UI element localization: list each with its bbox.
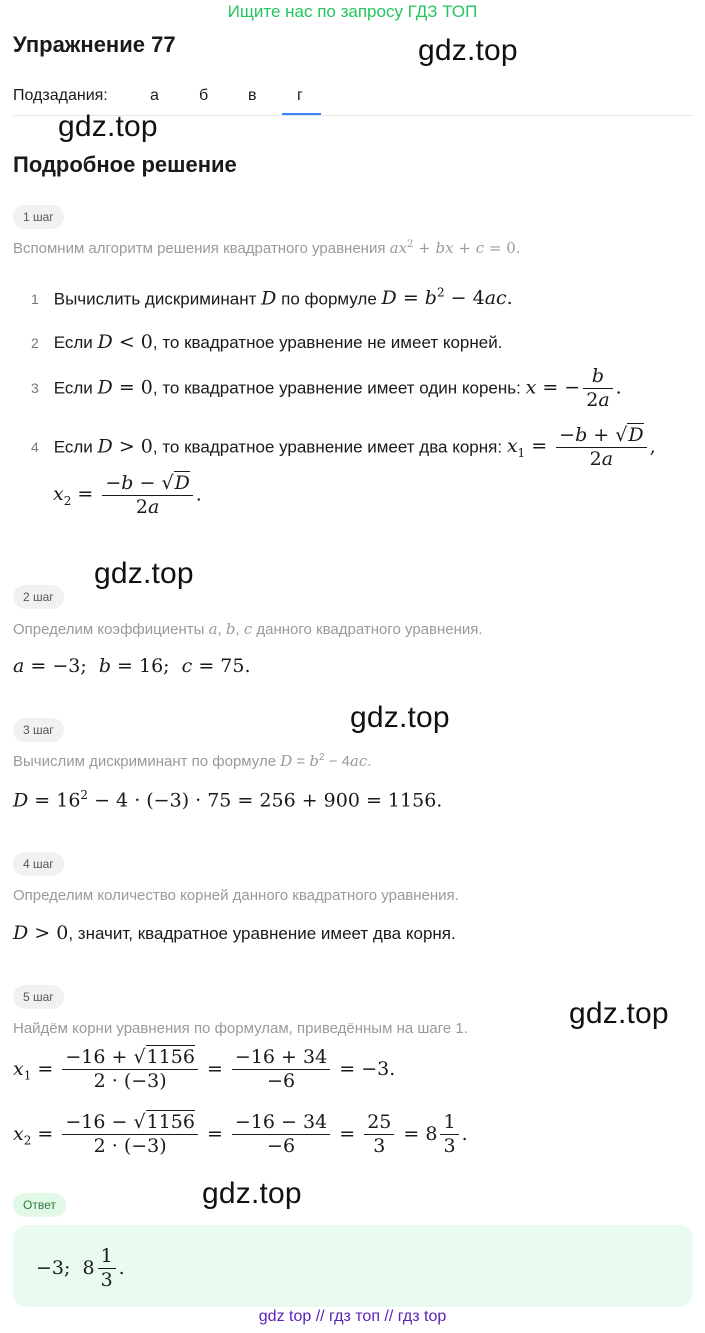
watermark: gdz.top <box>418 34 518 67</box>
formula-x2: $x_2$ = $\frac{-b - √D}{2a}$ . <box>53 472 202 518</box>
algorithm-item: 2 Если D < 0, то квадратное уравнение не имеет корней. <box>31 331 503 353</box>
footer-links[interactable]: gdz top // гдз топ // гдз top <box>258 1308 447 1325</box>
root-x1: $x_1$ = $\frac{-16 + √1156}{2 \cdot (-3)}$ = $\frac{-16 + 34}{-6}$ = −3. <box>13 1046 396 1092</box>
tab-b[interactable]: б <box>199 87 209 104</box>
step-badge: 3 шаг <box>13 718 64 742</box>
watermark: gdz.top <box>350 701 450 734</box>
watermark: gdz.top <box>569 997 669 1030</box>
step-badge: 1 шаг <box>13 205 64 229</box>
step-intro: Вычислим дискриминант по формуле $D = b^2 - 4ac$. <box>13 752 372 770</box>
step-intro: Вспомним алгоритм решения квадратного уравнения $ax^2$ + bx + c = 0. <box>13 239 521 257</box>
solution-heading: Подробное решение <box>13 152 237 177</box>
watermark: gdz.top <box>58 110 158 143</box>
exercise-title: Упражнение 77 <box>13 32 176 57</box>
subtasks-label: Подзадания: <box>13 87 108 104</box>
tab-v[interactable]: в <box>248 87 257 104</box>
step-badge: 2 шаг <box>13 585 64 609</box>
step-badge: 4 шаг <box>13 852 64 876</box>
algorithm-item: 3 Если D = 0, то квадратное уравнение имеет один корень: x = − $\frac{b}{2a}$ . <box>31 365 622 411</box>
tab-a[interactable]: а <box>150 87 159 104</box>
tab-g-active[interactable]: г <box>297 87 303 104</box>
watermark: gdz.top <box>94 557 194 590</box>
step-intro: Определим количество корней данного квадратного уравнения. <box>13 887 459 904</box>
coefficients: a = −3; b = 16; c = 75. <box>13 655 251 677</box>
algorithm-item: 1 Вычислить дискриминант D по формуле $D = b^2 - 4ac$. <box>31 286 513 310</box>
step-intro: Найдём корни уравнения по формулам, приведённым на шаге 1. <box>13 1020 468 1037</box>
answer-badge: Ответ <box>13 1193 66 1217</box>
step-badge: 5 шаг <box>13 985 64 1009</box>
search-banner[interactable]: Ищите нас по запросу ГДЗ ТОП <box>227 2 478 21</box>
discriminant-calc: $D = 16^2 - 4 \cdot (-3) \cdot 75 = 256 + 900 = 1156$. <box>13 788 443 812</box>
answer-value: −3; 8 $\frac{1}{3}$ . <box>36 1245 125 1291</box>
root-x2: $x_2$ = $\frac{-16 - √1156}{2 \cdot (-3)}$ = $\frac{-16 - 34}{-6}$ = $\frac{25}{3}$ = 8 $\frac{1}{3}$ . <box>13 1111 468 1157</box>
algorithm-item: 4 Если D > 0, то квадратное уравнение имеет два корня: $x_1$ = $\frac{-b + √D}{2a}$ , <box>31 424 656 470</box>
watermark: gdz.top <box>202 1177 302 1210</box>
roots-count: D > 0, значит, квадратное уравнение имеет два корня. <box>13 922 456 944</box>
step-intro: Определим коэффициенты a, b, c данного квадратного уравнения. <box>13 620 483 638</box>
